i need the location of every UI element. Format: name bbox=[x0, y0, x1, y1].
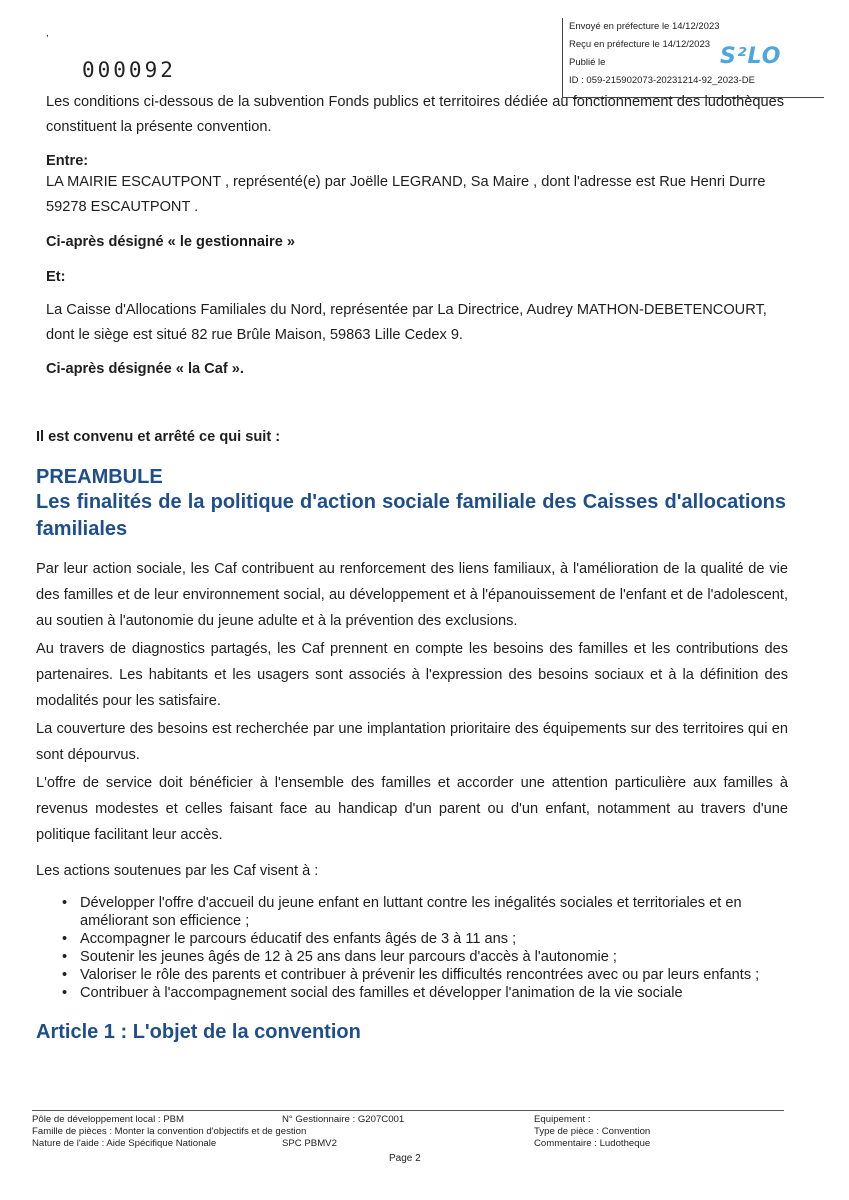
footer-equipement: Equipement : bbox=[534, 1114, 591, 1125]
scan-mark: , bbox=[46, 28, 49, 39]
footer-pole: Pôle de développement local : PBM bbox=[32, 1114, 184, 1125]
list-item: • Contribuer à l'accompagnement social des familles et développer l'animation de la vie sociale bbox=[62, 985, 683, 1001]
stamp-id: ID : 059-215902073-20231214-92_2023-DE bbox=[569, 75, 755, 86]
footer-page-number: Page 2 bbox=[389, 1153, 421, 1164]
stamp-received: Reçu en préfecture le 14/12/2023 bbox=[569, 39, 711, 50]
paragraph-1: Par leur action sociale, les Caf contribuent au renforcement des liens familiaux, à l'amélioration de la qualité de vie des familles et de leur environnement social, au développement et à l'épanouissement de l'enfant et de l'adolescent, au soutien à l'autonomie du jeune adulte et à la prévention des exclusions. bbox=[36, 561, 788, 629]
footer-commentaire: Commentaire : Ludotheque bbox=[534, 1138, 651, 1149]
between-label: Entre: bbox=[46, 153, 89, 169]
actions-intro: Les actions soutenues par les Caf visent à : bbox=[36, 863, 319, 879]
prefecture-stamp bbox=[562, 18, 824, 98]
stamp-published: Publié le bbox=[569, 57, 606, 68]
footer-left bbox=[32, 1114, 306, 1150]
paragraph-2: Au travers de diagnostics partagés, les Caf prennent en compte les besoins des familles et les contributions des partenaires. Les habitants et les usagers sont associés à l'expression des besoins sociaux et à la définition des modalités pour les satisfaire. bbox=[36, 641, 788, 709]
footer-nature: Nature de l'aide : Aide Spécifique Nationale bbox=[32, 1138, 217, 1149]
intro-paragraph: Les conditions ci-dessous de la subvention Fonds publics et territoires dédiée au fonctionnement des ludothèques constituent la présente convention. bbox=[46, 94, 784, 135]
footer-type-piece: Type de pièce : Convention bbox=[534, 1126, 651, 1137]
list-item: • Accompagner le parcours éducatif des enfants âgés de 3 à 11 ans ; bbox=[62, 931, 517, 947]
preamble-subtitle: Les finalités de la politique d'action sociale familiale des Caisses d'allocations familiales bbox=[36, 491, 786, 540]
list-item: • Soutenir les jeunes âgés de 12 à 25 ans dans leur parcours d'accès à l'autonomie ; bbox=[62, 949, 617, 965]
party1-text: LA MAIRIE ESCAUTPONT , représenté(e) par Joëlle LEGRAND, Sa Maire , dont l'adresse est Rue Henri Durre 59278 ESCAUTPONT . bbox=[46, 174, 766, 215]
s2lo-logo: S²LO bbox=[720, 44, 782, 69]
footer-famille: Famille de pièces : Monter la convention d'objectifs et de gestion bbox=[32, 1126, 307, 1137]
list-item: • Développer l'offre d'accueil du jeune enfant en luttant contre les inégalités sociales et territoriales et en améliorant son efficience ; bbox=[62, 895, 742, 929]
footer-spc: SPC PBMV2 bbox=[282, 1138, 337, 1149]
stamp-sent: Envoyé en préfecture le 14/12/2023 bbox=[569, 21, 720, 32]
footer-right bbox=[534, 1114, 650, 1150]
footer-divider bbox=[32, 1110, 784, 1111]
party2-designation: Ci-après désignée « la Caf ». bbox=[46, 361, 244, 377]
agreement-statement: Il est convenu et arrêté ce qui suit : bbox=[36, 429, 281, 445]
actions-list bbox=[58, 894, 788, 1002]
paragraph-4: L'offre de service doit bénéficier à l'ensemble des familles et accorder une attention particulière aux familles à revenus modestes et celles faisant face au handicap d'un parent ou d'un enfant, notamment au travers d'une politique facilitant leur accès. bbox=[36, 775, 788, 843]
footer-gestionnaire: N° Gestionnaire : G207C001 bbox=[282, 1114, 405, 1125]
and-label: Et: bbox=[46, 269, 66, 285]
paragraph-3: La couverture des besoins est recherchée par une implantation prioritaire des équipements sur des territoires qui en sont dépourvus. bbox=[36, 721, 788, 763]
list-item: • Valoriser le rôle des parents et contribuer à prévenir les difficultés rencontrées avec ou par leurs enfants ; bbox=[62, 967, 760, 983]
party2-text: La Caisse d'Allocations Familiales du Nord, représentée par La Directrice, Audrey MATHON-DEBETENCOURT, dont le siège est situé 82 rue Brûle Maison, 59863 Lille Cedex 9. bbox=[46, 302, 767, 343]
page-number-stamp: 000092 bbox=[82, 58, 176, 82]
article1-title: Article 1 : L'objet de la convention bbox=[36, 1021, 361, 1043]
preamble-title: PREAMBULE bbox=[36, 466, 163, 488]
party1-designation: Ci-après désigné « le gestionnaire » bbox=[46, 234, 295, 250]
